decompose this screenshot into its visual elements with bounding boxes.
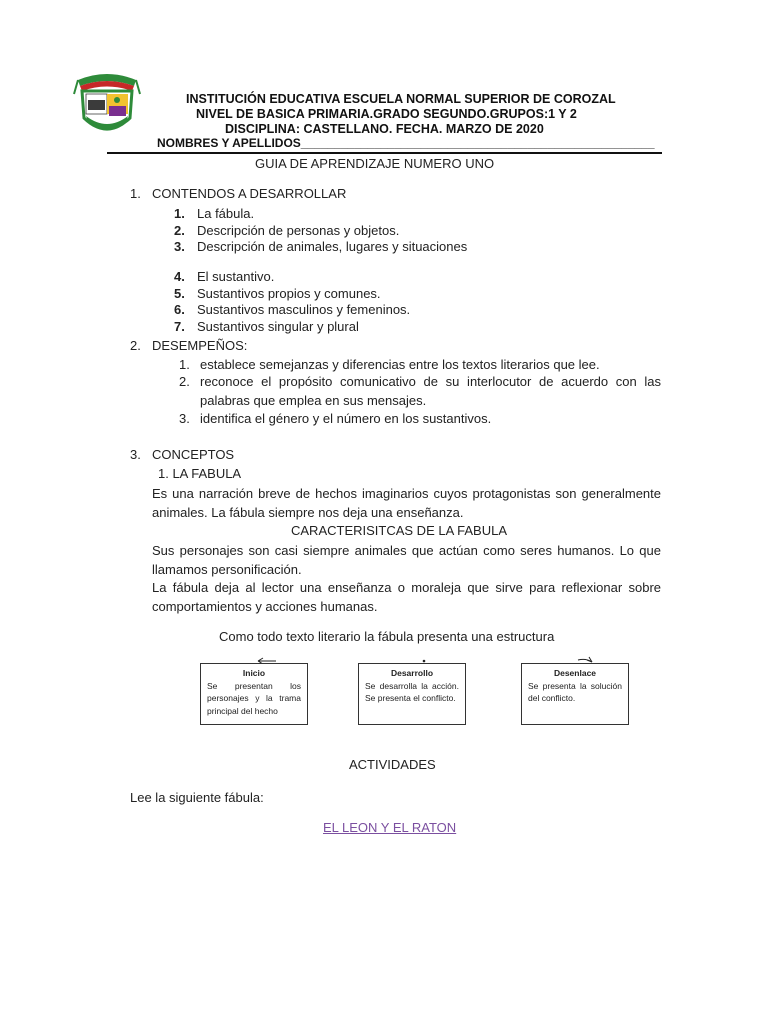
characteristic-personification: Sus personajes son casi siempre animales que actúan como seres humanos. Lo que llamamos personificación. bbox=[152, 543, 661, 577]
level-line: NIVEL DE BASICA PRIMARIA.GRADO SEGUNDO.GRUPOS:1 Y 2 bbox=[196, 107, 577, 121]
section-1-title: CONTENDOS A DESARROLLAR bbox=[152, 186, 347, 201]
structure-box-title: Inicio bbox=[242, 668, 266, 678]
performance-1-text: establece semejanzas y diferencias entre los textos literarios que lee. bbox=[200, 357, 600, 372]
institution-title: INSTITUCIÓN EDUCATIVA ESCUELA NORMAL SUPERIOR DE COROZAL bbox=[186, 92, 616, 106]
fable-link[interactable]: EL LEON Y EL RATON bbox=[323, 820, 457, 835]
list-item: 3. Descripción de animales, lugares y situaciones bbox=[174, 239, 468, 254]
fable-definition: Es una narración breve de hechos imaginarios cuyos protagonistas son generalmente animales. La fábula siempre nos deja una enseñanza. bbox=[152, 486, 661, 520]
structure-box-title: Desenlace bbox=[553, 668, 597, 678]
list-item: 1. La fábula. bbox=[174, 206, 255, 221]
structure-box-inicio bbox=[200, 663, 308, 725]
discipline-line: DISCIPLINA: CASTELLANO. FECHA. MARZO DE 2020 bbox=[225, 122, 544, 136]
list-item: 5. Sustantivos propios y comunes. bbox=[174, 285, 381, 301]
section-2-title: DESEMPEÑOS: bbox=[152, 338, 248, 353]
performance-1-number: 1. bbox=[179, 357, 190, 372]
structure-box-desenlace bbox=[521, 663, 629, 725]
section-2-number: 2. bbox=[130, 338, 141, 353]
list-item: 7. Sustantivos singular y plural bbox=[174, 318, 359, 334]
list-item: 6. Sustantivos masculinos y femeninos. bbox=[174, 302, 411, 317]
section-3-title: CONCEPTOS bbox=[152, 447, 235, 462]
section-1-number: 1. bbox=[130, 186, 141, 201]
list-item: 4. El sustantivo. bbox=[174, 269, 275, 284]
guide-title: GUIA DE APRENDIZAJE NUMERO UNO bbox=[255, 156, 495, 171]
activities-instruction: Lee la siguiente fábula: bbox=[130, 790, 264, 805]
activities-title: ACTIVIDADES bbox=[349, 757, 436, 772]
section-3-number: 3. bbox=[130, 447, 141, 462]
structure-box-body: Se desarrolla la acción. Se presenta el conflicto. bbox=[365, 680, 459, 703]
characteristic-moral: La fábula deja al lector una enseñanza o moraleja que sirve para reflexionar sobre comportamientos y acciones humanas. bbox=[152, 580, 661, 614]
contents-list-b bbox=[174, 269, 574, 335]
list-item: 2. Descripción de personas y objetos. bbox=[174, 222, 400, 238]
performance-2-text: reconoce el propósito comunicativo de su interlocutor de acuerdo con las palabras que emplea en sus mensajes. bbox=[200, 374, 661, 408]
performance-3-number: 3. bbox=[179, 411, 190, 426]
header-divider bbox=[107, 152, 662, 154]
structure-intro: Como todo texto literario la fábula presenta una estructura bbox=[219, 629, 555, 644]
fable-subtitle: 1. LA FABULA bbox=[158, 466, 242, 481]
school-crest-icon bbox=[72, 66, 142, 142]
performance-2-number: 2. bbox=[179, 374, 190, 389]
contents-list-a bbox=[174, 206, 574, 256]
performance-3-text: identifica el género y el número en los sustantivos. bbox=[200, 411, 492, 426]
structure-box-body: Se presentan los personajes y la trama principal del hecho bbox=[207, 680, 301, 716]
structure-box-body: Se presenta la solución del conflicto. bbox=[528, 680, 622, 703]
structure-box-title: Desarrollo bbox=[390, 668, 434, 678]
characteristics-title: CARACTERISITCAS DE LA FABULA bbox=[291, 523, 508, 538]
structure-box-desarrollo bbox=[358, 663, 466, 725]
names-line: NOMBRES Y APELLIDOS_____________________________________________________ bbox=[157, 136, 655, 150]
